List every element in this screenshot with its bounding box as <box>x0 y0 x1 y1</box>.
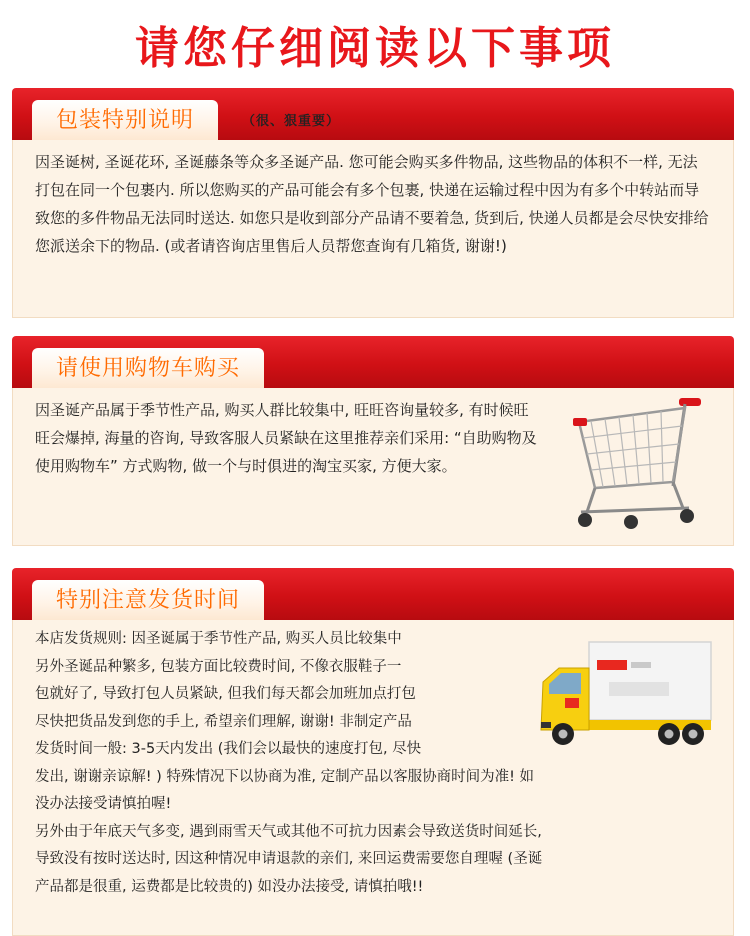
body-line: 包就好了, 导致打包人员紧缺, 但我们每天都会加班加点打包 <box>35 686 416 702</box>
section-heading: 请使用购物车购买 <box>32 348 264 388</box>
body-line: 另外由于年底天气多变, 遇到雨雪天气或其他不可抗力因素会导致送货时间延长, <box>35 823 542 840</box>
section-shipping <box>12 568 734 936</box>
section-heading: 特别注意发货时间 <box>32 580 264 620</box>
body-line: 发货时间一般: 3-5天内发出 (我们会以最快的速度打包, 尽快 <box>35 741 422 757</box>
section-text: 因圣诞产品属于季节性产品, 购买人群比较集中, 旺旺咨询量较多, 有时候旺旺会爆掉, 海量的咨询, 导致客服人员紧缺在这里推荐亲们采用: “自助购物及使用购物车” 方式购物, 做一个与时俱进的淘宝买家, 方便大家。 <box>35 401 537 475</box>
body-line: 另外圣诞品种繁多, 包装方面比较费时间, 不像衣服鞋子一 <box>35 658 402 675</box>
section-heading: 包装特别说明 <box>32 100 218 140</box>
shopping-cart-icon <box>561 394 711 534</box>
section-note: （很、狠重要） <box>242 114 341 129</box>
section-header <box>12 568 734 620</box>
body-line: 发出, 谢谢亲谅解! ) 特殊情况下以协商为准, 定制产品以客服协商时间为准! 如 <box>35 768 535 785</box>
body-line: 本店发货规则: 因圣诞属于季节性产品, 购买人员比较集中 <box>35 631 402 647</box>
section-body: 因圣诞树, 圣诞花环, 圣诞藤条等众多圣诞产品. 您可能会购买多件物品, 这些物品的体积不一样, 无法打包在同一个包裹内. 所以您购买的产品可能会有多个包裹, 快递在运输过程中因为有多个中转站而导致您的多件物品无法同时送达. 如您只是收到部分产品请不要着急, 货到后, 快递人员都是会尽快安排给您派送余下的物品. (或者请咨询店里售后人员帮您查询有几箱货, 谢谢!) <box>12 140 734 318</box>
page-title: 请您仔细阅读以下事项 <box>135 23 615 74</box>
section-body <box>12 388 734 546</box>
body-line: 导致没有按时送达时, 因这种情况申请退款的亲们, 来回运费需要您自理喔 (圣诞 <box>35 851 543 867</box>
delivery-truck-icon <box>537 638 715 750</box>
body-line: 尽快把货品发到您的手上, 希望亲们理解, 谢谢! 非制定产品 <box>35 713 412 730</box>
section-packaging <box>12 88 734 318</box>
body-line: 产品都是很重, 运费都是比较贵的) 如没办法接受, 请慎拍哦!! <box>35 878 424 895</box>
body-line: 没办法接受请慎拍喔! <box>35 796 172 812</box>
section-body <box>12 620 734 936</box>
section-header <box>12 88 734 140</box>
section-cart <box>12 336 734 546</box>
section-header <box>12 336 734 388</box>
